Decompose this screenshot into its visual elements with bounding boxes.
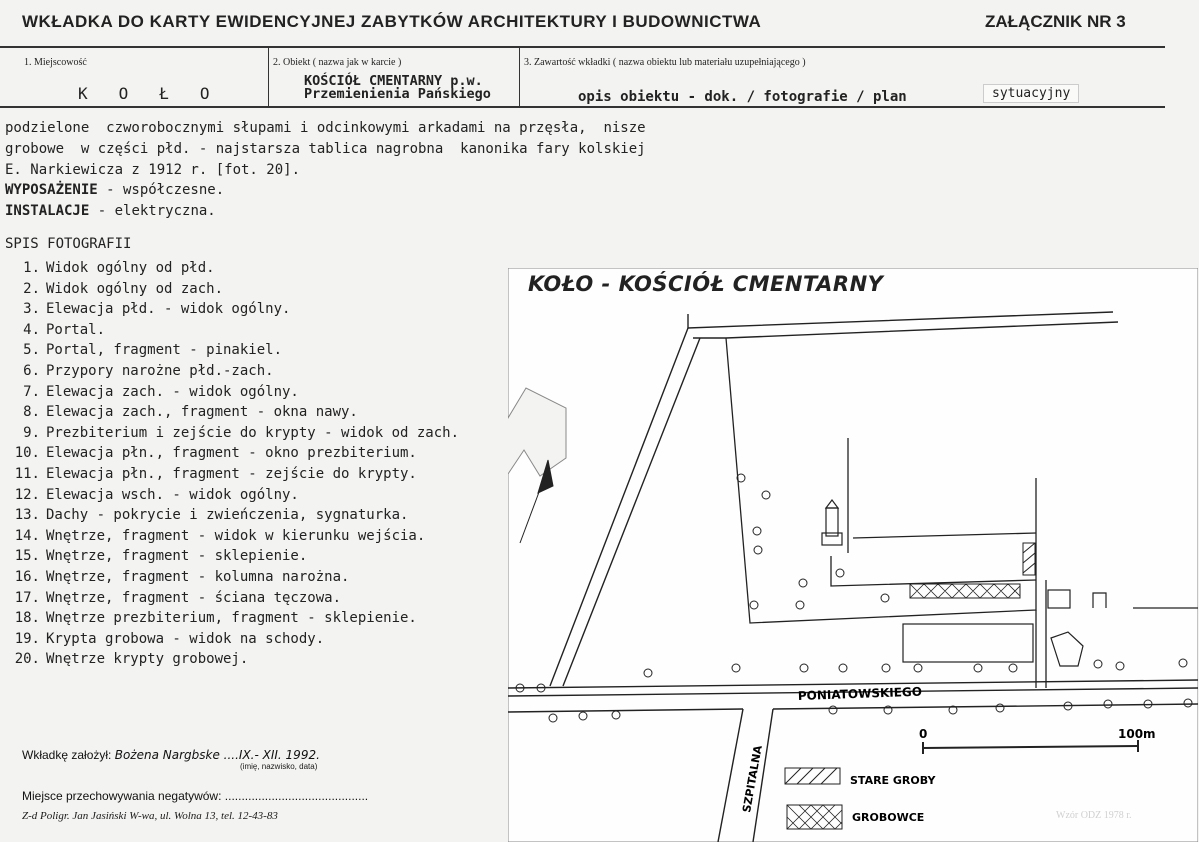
photo-caption: Portal. [46, 321, 106, 338]
photo-caption: Wnętrze, fragment - ściana tęczowa. [46, 589, 342, 606]
photo-number: 2. [23, 280, 40, 297]
photo-list-item [0, 485, 459, 506]
street-label-south: SZPITALNA [740, 744, 765, 814]
photo-list [0, 258, 459, 670]
photo-list-item [0, 608, 459, 629]
photo-list-item [0, 567, 459, 588]
photo-caption: Wnętrze, fragment - sklepienie. [46, 548, 308, 565]
photo-caption: Widok ogólny od zach. [46, 280, 224, 297]
installations-value: - elektryczna. [89, 203, 216, 220]
furnishings-value: - współczesne. [97, 182, 225, 199]
legend-tombs-label: GROBOWCE [852, 811, 925, 824]
photo-caption: Dachy - pokrycie i zwieńczenia, sygnaturka. [46, 507, 409, 524]
object-value [304, 75, 491, 101]
author-row [22, 748, 320, 762]
photo-list-item [0, 546, 459, 567]
photo-list-item [0, 382, 459, 403]
content-value-extra: sytuacyjny [983, 84, 1079, 103]
photo-number: 11. [14, 465, 40, 482]
header-rule-bottom [0, 106, 1165, 108]
photo-number: 1. [23, 260, 40, 276]
photo-number: 12. [14, 486, 40, 503]
negatives-value: ........................................... [224, 789, 369, 803]
scale-end-label: 100m [1118, 727, 1156, 741]
site-plan [508, 268, 1198, 842]
negatives-label: Miejsce przechowywania negatywów: [22, 789, 222, 803]
author-value: Bożena Nargbske ....IX.- XII. 1992. [114, 748, 320, 762]
photo-caption: Elewacja płn., fragment - okno prezbiterium. [46, 445, 417, 462]
photo-caption: Elewacja wsch. - widok ogólny. [46, 486, 299, 503]
photo-number: 10. [14, 445, 40, 462]
photo-caption: Wnętrze prezbiterium, fragment - sklepienie. [46, 610, 417, 627]
photo-caption: Przypory narożne płd.-zach. [46, 362, 274, 379]
description-line-3: E. Narkiewicza z 1912 r. [fot. 20]. [5, 161, 301, 178]
photo-list-item [0, 505, 459, 526]
description-line-1: podzielone czworobocznymi słupami i odcinkowymi arkadami na przęsła, nisze [5, 120, 646, 136]
photo-number: 8. [23, 404, 40, 421]
photo-list-item [0, 464, 459, 485]
object-value-line1: KOŚCIÓŁ CMENTARNY p.w. [304, 73, 483, 89]
photo-list-item [0, 423, 459, 444]
photo-caption: Elewacja zach. - widok ogólny. [46, 383, 299, 400]
field-divider-1 [268, 48, 269, 106]
map-paper-sheet [508, 268, 1198, 842]
negatives-row [22, 789, 368, 803]
photo-list-item [0, 299, 459, 320]
photo-number: 14. [14, 527, 40, 544]
place-value: KOŁO [78, 84, 241, 103]
photo-number: 18. [14, 610, 40, 627]
photo-number: 9. [23, 424, 40, 441]
printer-note: Z-d Poligr. Jan Jasiński W-wa, ul. Wolna 13, tel. 12-43-83 [22, 810, 278, 822]
photo-caption: Prezbiterium i zejście do krypty - widok od zach. [46, 424, 460, 441]
photo-list-item [0, 402, 459, 423]
photo-list-item [0, 629, 459, 650]
photo-caption: Wnętrze, fragment - widok w kierunku wejścia. [46, 527, 426, 544]
photo-number: 4. [23, 321, 40, 338]
photo-list-item [0, 279, 459, 300]
photo-number: 13. [14, 507, 40, 524]
installations-label: INSTALACJE [5, 203, 90, 220]
photo-list-item [0, 340, 459, 361]
furnishings-line [5, 180, 646, 201]
photo-number: 20. [14, 651, 40, 668]
form-mark: Wzór ODZ 1978 r. [1056, 810, 1132, 821]
photo-list-item [0, 443, 459, 464]
annex-number: ZAŁĄCZNIK NR 3 [985, 12, 1126, 31]
content-value: opis obiektu - dok. / fotografie / plan [578, 89, 907, 105]
photo-number: 3. [23, 301, 40, 318]
photo-caption: Krypta grobowa - widok na schody. [46, 630, 325, 647]
photo-list-item [0, 649, 459, 670]
photo-number: 5. [23, 342, 40, 359]
description-line-2: grobowe w części płd. - najstarsza tablica nagrobna kanonika fary kolskiej [5, 140, 646, 157]
photo-list-item [0, 526, 459, 547]
photo-caption: Wnętrze, fragment - kolumna narożna. [46, 568, 350, 585]
scale-start-label: 0 [919, 727, 928, 741]
photo-list-heading: SPIS FOTOGRAFII [5, 236, 132, 252]
installations-line [5, 201, 646, 222]
object-label: 2. Obiekt ( nazwa jak w karcie ) [273, 57, 402, 68]
photo-caption: Widok ogólny od płd. [46, 260, 215, 276]
furnishings-label: WYPOSAŻENIE [5, 182, 98, 199]
photo-list-item [0, 361, 459, 382]
street-label-east: PONIATOWSKIEGO [797, 684, 923, 703]
photo-caption: Elewacja płn., fragment - zejście do krypty. [46, 465, 417, 482]
photo-number: 15. [14, 548, 40, 565]
photo-number: 17. [14, 589, 40, 606]
description-block [5, 118, 646, 222]
photo-list-item [0, 588, 459, 609]
photo-list-item [0, 320, 459, 341]
legend-old-graves-label: STARE GROBY [850, 774, 936, 787]
photo-list-item [0, 258, 459, 279]
place-label: 1. Miejscowość [24, 57, 87, 68]
form-title: WKŁADKA DO KARTY EWIDENCYJNEJ ZABYTKÓW ARCHITEKTURY I BUDOWNICTWA [22, 12, 762, 31]
photo-number: 6. [23, 362, 40, 379]
author-caption: (imię, nazwisko, data) [240, 762, 318, 771]
photo-caption: Wnętrze krypty grobowej. [46, 651, 249, 668]
photo-number: 19. [14, 630, 40, 647]
field-divider-2 [519, 48, 520, 106]
photo-number: 16. [14, 568, 40, 585]
photo-caption: Elewacja zach., fragment - okna nawy. [46, 404, 358, 421]
object-value-line2: Przemienienia Pańskiego [304, 86, 491, 102]
photo-caption: Portal, fragment - pinakiel. [46, 342, 283, 359]
header-rule-top [0, 46, 1165, 48]
photo-caption: Elewacja płd. - widok ogólny. [46, 301, 291, 318]
map-title: KOŁO - KOŚCIÓŁ CMENTARNY [528, 272, 884, 296]
photo-number: 7. [23, 383, 40, 400]
content-label: 3. Zawartość wkładki ( nazwa obiektu lub materiału uzupełniającego ) [524, 57, 806, 68]
author-label: Wkładkę założył: [22, 748, 112, 762]
